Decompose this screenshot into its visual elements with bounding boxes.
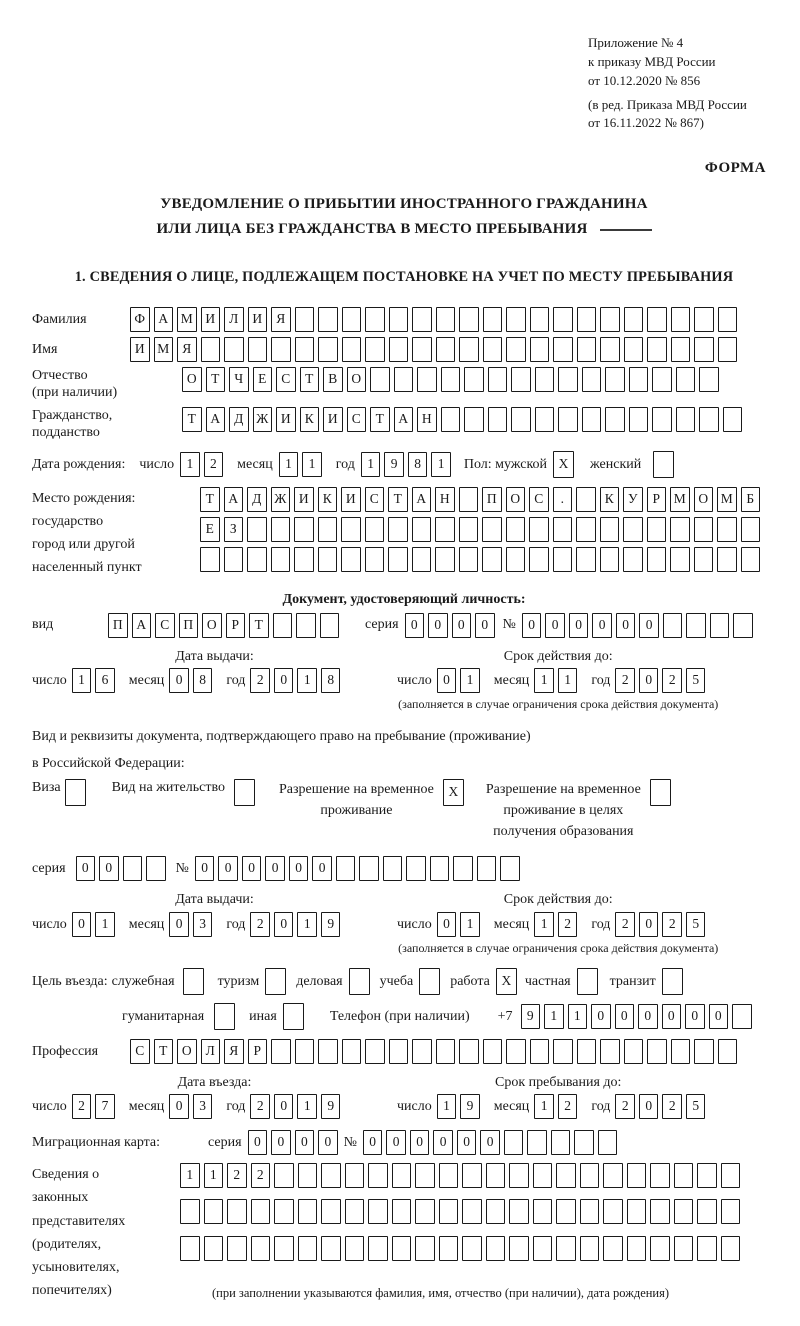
doc-kind-label: вид	[32, 617, 54, 633]
purpose-study-label: учеба	[379, 973, 414, 989]
name-label: Имя	[32, 341, 58, 357]
patronymic-cells[interactable]: О Т Ч Е С Т В О	[182, 367, 723, 392]
migration-number-cells[interactable]: 0 0 0 0 0 0	[363, 1130, 622, 1155]
representatives-row1-cells[interactable]: 1 1 2 2	[180, 1163, 744, 1188]
entry-dates	[32, 1074, 776, 1120]
purpose-official-checkbox[interactable]	[183, 968, 208, 995]
birth-place-block	[32, 487, 776, 579]
citizenship-cells[interactable]: Т А Д Ж И К И С Т А Н	[182, 407, 746, 432]
doc-issue-year-cells[interactable]: 2 0 1 8	[250, 668, 344, 693]
doc-number-cells[interactable]: 0 0 0 0 0 0	[522, 613, 757, 638]
residence-issue-year-cells[interactable]: 2 0 1 9	[250, 912, 344, 937]
migration-series-cells[interactable]: 0 0 0 0	[248, 1130, 342, 1155]
temp-permit-edu-checkbox[interactable]	[650, 779, 675, 806]
year-label: год	[591, 672, 611, 688]
form-title-line1: УВЕДОМЛЕНИЕ О ПРИБЫТИИ ИНОСТРАННОГО ГРАЖДАНИНА	[160, 195, 648, 212]
year-label: год	[591, 916, 611, 932]
form-title-line2: ИЛИ ЛИЦА БЕЗ ГРАЖДАНСТВА В МЕСТО ПРЕБЫВАНИЯ	[32, 217, 776, 243]
day-label: число	[32, 916, 67, 932]
phone-prefix: +7	[497, 1008, 513, 1024]
appendix-line: от 10.12.2020 № 856	[588, 72, 701, 88]
birth-day-cells[interactable]: 1 2	[180, 452, 227, 477]
representatives-row2-cells[interactable]	[180, 1199, 744, 1224]
series-label: серия	[208, 1135, 242, 1151]
stay-until-heading: Срок пребывания до:	[494, 1074, 622, 1090]
residence-permit-checkbox[interactable]	[234, 779, 259, 806]
doc-issue-group	[32, 648, 397, 713]
year-label: год	[226, 672, 246, 688]
doc-issue-month-cells[interactable]: 0 8	[169, 668, 216, 693]
month-label: месяц	[493, 916, 530, 932]
month-label: месяц	[128, 916, 165, 932]
purpose-other-checkbox[interactable]	[283, 1003, 308, 1030]
valid-until-heading: Срок действия до:	[503, 648, 613, 664]
representatives-note: (при заполнении указываются фамилия, имя, отчество (при наличии), дата рождения)	[212, 1285, 670, 1300]
month-label: месяц	[128, 1099, 165, 1115]
identity-doc-heading: Документ, удостоверяющий личность:	[282, 592, 526, 608]
entry-year-cells[interactable]: 2 0 1 9	[250, 1094, 344, 1119]
visa-option	[32, 779, 90, 806]
purpose-tourism-label: туризм	[217, 973, 260, 989]
surname-row	[32, 307, 776, 332]
residence-doc-intro: Вид и реквизиты документа, подтверждающего право на пребывание (проживание) в Российской Федерации:	[32, 729, 531, 771]
residence-issue-day-cells[interactable]: 0 1	[72, 912, 119, 937]
number-label: №	[343, 1135, 357, 1151]
temp-permit-label: Разрешение на временное проживание	[278, 782, 434, 819]
patronymic-label: Отчество (при наличии)	[32, 367, 118, 401]
birth-place-label: Место рождения: государство город или другой населенный пункт	[32, 490, 142, 576]
purpose-transit-checkbox[interactable]	[662, 968, 687, 995]
purpose-other-label: иная	[249, 1008, 277, 1024]
title-blank-underline	[600, 229, 652, 231]
name-cells[interactable]: И М Я	[130, 337, 741, 362]
appendix-reference	[588, 34, 776, 133]
day-label: число	[32, 672, 67, 688]
entry-date-heading: Дата въезда:	[177, 1074, 252, 1090]
profession-row	[32, 1039, 776, 1064]
stay-day-cells[interactable]: 1 9	[437, 1094, 484, 1119]
purpose-study-checkbox[interactable]	[419, 968, 444, 995]
section1-heading: 1. СВЕДЕНИЯ О ЛИЦЕ, ПОДЛЕЖАЩЕМ ПОСТАНОВКЕ НА УЧЕТ ПО МЕСТУ ПРЕБЫВАНИЯ	[74, 268, 734, 285]
restriction-note: (заполняется в случае ограничения срока действия документа)	[398, 697, 719, 712]
representatives-cells-column	[180, 1163, 744, 1266]
purpose-private-label: частная	[524, 973, 571, 989]
stay-month-cells[interactable]: 1 2	[534, 1094, 581, 1119]
visa-label: Виза	[32, 780, 61, 796]
residence-permit-option	[112, 779, 259, 806]
birth-year-cells[interactable]: 1 9 8 1	[361, 452, 455, 477]
purpose-tourism-checkbox[interactable]	[265, 968, 290, 995]
temp-permit-edu-label: Разрешение на временное проживание в целях получения образования	[485, 782, 641, 840]
month-label: месяц	[237, 456, 273, 472]
profession-cells[interactable]: С Т О Л Я Р	[130, 1039, 741, 1064]
profession-label: Профессия	[32, 1043, 99, 1059]
form-title	[32, 192, 776, 243]
birth-month-cells[interactable]: 1 1	[279, 452, 326, 477]
appendix-line: (в ред. Приказа МВД России	[588, 96, 747, 112]
birth-date-label: Дата рождения:	[32, 456, 126, 472]
doc-series-cells[interactable]: 0 0 0 0	[405, 613, 499, 638]
doc-issue-day-cells[interactable]: 1 6	[72, 668, 119, 693]
surname-label: Фамилия	[32, 311, 87, 327]
migration-card-label: Миграционная карта:	[32, 1135, 161, 1151]
month-label: месяц	[128, 672, 165, 688]
purpose-row1	[32, 968, 776, 995]
temp-permit-checkbox[interactable]: X	[443, 779, 468, 806]
day-label: число	[32, 1099, 67, 1115]
residence-doc-series-row	[32, 856, 776, 881]
birth-place-row2-cells[interactable]: Е З	[200, 517, 764, 542]
issue-date-heading: Дата выдачи:	[175, 892, 254, 908]
surname-cells[interactable]: Ф А М И Л И Я	[130, 307, 741, 332]
year-label: год	[335, 456, 355, 472]
number-label: №	[175, 861, 189, 877]
identity-doc-row	[32, 613, 776, 638]
appendix-line: от 16.11.2022 № 867)	[588, 115, 705, 131]
birth-place-cells-column	[200, 487, 764, 578]
year-label: год	[591, 1099, 611, 1115]
gender-female-checkbox[interactable]	[653, 451, 678, 478]
purpose-private-checkbox[interactable]	[577, 968, 602, 995]
representatives-label: Сведения о законных представителях (родителях, усыновителях, попечителях)	[32, 1167, 126, 1298]
day-label: число	[139, 456, 175, 472]
day-label: число	[397, 672, 432, 688]
representatives-block	[32, 1163, 776, 1302]
purpose-row2	[32, 1003, 776, 1030]
identity-doc-dates	[32, 648, 776, 713]
month-label: месяц	[493, 672, 530, 688]
visa-checkbox[interactable]	[65, 779, 90, 806]
entry-day-cells[interactable]: 2 7	[72, 1094, 119, 1119]
birth-place-row3-cells[interactable]	[200, 547, 764, 572]
citizenship-label: Гражданство, подданство	[32, 407, 113, 441]
residence-doc-options	[32, 779, 776, 842]
doc-valid-month-cells[interactable]: 1 1	[534, 668, 581, 693]
residence-doc-dates	[32, 891, 776, 956]
residence-valid-month-cells[interactable]: 1 2	[534, 912, 581, 937]
temp-permit-option	[279, 779, 468, 821]
purpose-official-label: служебная	[111, 973, 175, 989]
representatives-row3-cells[interactable]	[180, 1236, 744, 1261]
doc-kind-cells[interactable]: П А С П О Р Т	[108, 613, 343, 638]
appendix-line: Приложение № 4	[588, 35, 684, 50]
appendix-line: к приказу МВД России	[588, 53, 716, 69]
birth-place-row1-cells[interactable]: Т А Д Ж И К И С Т А Н П О С . К У Р М О М Б	[200, 487, 764, 512]
purpose-business-checkbox[interactable]	[349, 968, 374, 995]
gender-male-label: Пол: мужской	[463, 456, 548, 472]
residence-issue-month-cells[interactable]: 0 3	[169, 912, 216, 937]
residence-valid-day-cells[interactable]: 0 1	[437, 912, 484, 937]
phone-label: Телефон (при наличии)	[329, 1008, 470, 1024]
stay-year-cells[interactable]: 2 0 2 5	[615, 1094, 709, 1119]
residence-valid-year-cells[interactable]: 2 0 2 5	[615, 912, 709, 937]
residence-issue-group	[32, 891, 397, 956]
phone-cells[interactable]: 9 1 1 0 0 0 0 0 0	[521, 1004, 756, 1029]
patronymic-row	[32, 367, 776, 402]
purpose-humanitarian-label: гуманитарная	[122, 1008, 205, 1024]
number-label: №	[502, 617, 516, 633]
gender-male-checkbox[interactable]: X	[553, 451, 578, 478]
year-label: год	[226, 1099, 246, 1115]
residence-series-cells[interactable]: 0 0	[76, 856, 170, 881]
entry-date-group	[32, 1074, 397, 1120]
series-label: серия	[32, 861, 66, 877]
doc-valid-day-cells[interactable]: 0 1	[437, 668, 484, 693]
purpose-work-checkbox[interactable]: X	[496, 968, 521, 995]
purpose-transit-label: транзит	[609, 973, 656, 989]
year-label: год	[226, 916, 246, 932]
migration-card-row	[32, 1130, 776, 1155]
valid-until-heading: Срок действия до:	[503, 892, 613, 908]
residence-valid-group	[397, 891, 719, 956]
gender-female-label: женский	[590, 456, 642, 472]
doc-valid-year-cells[interactable]: 2 0 2 5	[615, 668, 709, 693]
name-row	[32, 337, 776, 362]
purpose-humanitarian-checkbox[interactable]	[214, 1003, 239, 1030]
doc-valid-group	[397, 648, 719, 713]
purpose-business-label: деловая	[296, 973, 343, 989]
purpose-label: Цель въезда:	[32, 973, 108, 989]
birth-date-row	[32, 451, 776, 478]
series-label: серия	[365, 617, 399, 633]
residence-permit-label: Вид на жительство	[111, 780, 225, 796]
month-label: месяц	[493, 1099, 530, 1115]
purpose-work-label: работа	[450, 973, 490, 989]
day-label: число	[397, 916, 432, 932]
temp-permit-edu-option	[486, 779, 675, 842]
restriction-note: (заполняется в случае ограничения срока действия документа)	[398, 940, 719, 955]
day-label: число	[397, 1099, 432, 1115]
issue-date-heading: Дата выдачи:	[175, 648, 254, 664]
form-label: ФОРМА	[704, 160, 766, 177]
residence-number-cells[interactable]: 0 0 0 0 0 0	[195, 856, 524, 881]
stay-until-group	[397, 1074, 719, 1120]
citizenship-row	[32, 407, 776, 442]
entry-month-cells[interactable]: 0 3	[169, 1094, 216, 1119]
